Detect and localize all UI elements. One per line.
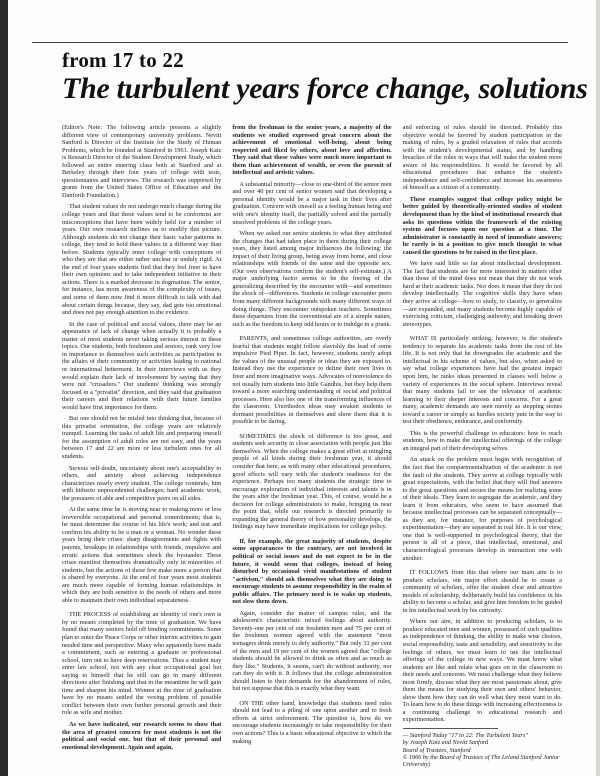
credit-line: © 1966 by the Board of Trustees of The Leland Stanford Junior University) <box>402 753 560 769</box>
paragraph: But one should not be misled into thinking that, because of this privatist orientation, the college years are relatively tranquil. Learning the tasks of adult life and preparing oneself for the assumption of adult roles are not easy, and the years between 17 and 22 are more or less turbulent ones for all students. <box>62 415 222 460</box>
paragraph: A substantial minority—close to one-third of the senior men and over 40 per cent of senior women said that developing a personal identity would be a major task in their lives after graduation. Concern with oneself as a feeling human being and with one's identity itself, the partially solved and the partially unsolved problems of the college years. <box>232 180 392 226</box>
paragraph: THE PROCESS of establishing an identity of one's own is by no means completed by the time of graduation. We have found that many seniors hold off binding commitments. Some plan to enter the Peace Corps or other interim activities to gain needed time and perspective. Many who apparently have made a commitment, such as entering a graduate or professional school, turn out to have deep reservations. Thus a student may enter law school, not with any clear occupational goal but saying to himself that he still can go in many different directions after finishing and that in the meantime he will gain time and sharpen his mind. Women at the time of graduation have by no means settled the vexing problem of possible conflict between their own further personal growth and their role as wife and mother. <box>62 611 222 717</box>
paragraph-bold: If, for example, the great majority of students, despite some appearances to the contrary, are not involved in political or social issues and do not expect to be in the future, it would seem that colleges, instead of being disturbed by occasional vivid manifestations of student "activism," should ask themselves what they are doing to encourage students to assume responsibility in the realm of public affairs. The primary need is to wake up students, not slow them down. <box>232 537 392 606</box>
column-2 <box>232 124 391 760</box>
paragraph-bold: from the freshman to the senior years, a majority of the students we studied expressed great concern about the achievement of emotional well-being, about being respected and liked by others, about love and affection. They said that these values were much more important to them than achievement of wealth, or even the pursuit of intellectual and artistic values. <box>232 124 392 177</box>
scan-right-edge <box>596 0 600 776</box>
article-body <box>62 124 562 769</box>
paragraph: ON THE other hand, knowledge that students need rules should not lead to a piling of one upon another and to fresh efforts at strict enforcement. The question is, how do we encourage students increasingly to take responsibility for their own actions? This is a basic educational objective to which the making <box>232 699 392 745</box>
paragraph-bold: As we have indicated, our research seems to show that the area of greatest concern for most students is not the political and social one, but that of their personal and emotional development. Again and again, <box>62 721 222 751</box>
paragraph: WHAT IS particularly striking, however, is the student's tendency to separate his academic tasks from the rest of his life. It is not only that he downgrades the academic and the intellectual in his scheme of values, but also, when asked to say what college experiences have had the greatest impact upon him, he ranks ideas presented in classes well below a variety of experiences in the social sphere. Interviews reveal that many students fail to see the relevance of academic learning to their deeper interests and concerns. For a great many, academic demands are seen merely as stepping stones toward a career or simply as hurdles society puts in the way to test their obedience, endurance, and conformity. <box>402 335 562 426</box>
credit-line: — Stanford Today "17 to 22: The Turbulent Years" <box>402 732 528 740</box>
paragraph: Serious self-doubt, uncertainty about one's acceptability to others, and anxiety about achieving independence characterizes nearly every student. The college contends, him with hitherto unprecedented challenges; hard academic work, the pressures of able and competitive peers on all sides. <box>62 464 222 502</box>
header-rule <box>32 42 568 43</box>
paragraph: IT FOLLOWS from this that where our main aim is to produce scholars, our major effort should be to create a community of scholars, offer the student clear and attractive models of scholarship, deliberately build his confidence in his ability to become a scholar, and give him freedom to be guided in his intellectual work by his curiosity. <box>402 569 562 614</box>
paragraph: Again, consider the matter of campus rules, and the adolescent's characteristic mixed feelings about authority. Seventy-one per cent of our freshmen men and 75 per cent of the freshmen women agreed with the statement "most teenagers drink merely to defy authority." But only 31 per cent of the men and 19 per cent of the women agreed that "college students should be allowed to drink as often and as much as they like." Students, it seems, can't do without authority, nor can they do with it. It follows that the college administration should listen to their demands for the abandonment of rules, but not suppose that this is exactly what they want. <box>232 609 392 693</box>
credit-line: Board of Trustees, Stanford <box>402 746 471 754</box>
article-credit <box>403 728 562 768</box>
paragraph: When we asked our senior students to what they attributed the changes that had taken place in them during their college years, they listed among major influences the following: the impact of their living group, being away from home, and close relationships with friends of the same and the opposite sex. (Our own observations confirm the student's self-estimate.) A major underlying factor seems to be the freeing of the generalizing described by the encounter with—and sometimes the shock of—differences. Students in college encounter peers from many different backgrounds with many different ways of doing things. They encounter outspoken teachers. Sometimes these departures from the conventional are of a simple nature, such as the freedom to keep odd hours or to indulge in a prank. <box>232 230 392 328</box>
paragraph: PARENTS, and sometimes college authorities, are overly fearful that students might follow slavishly the lead of some impulsive Pied Piper. In fact, however, students rarely adopt the values of the unusual people or ideas they are exposed to. Instead they use the experience to define their own lives in freer and more imaginative ways. Advocates of nonviolence do not usually turn students into little Gandhis, but they help them toward a more searching understanding of social and political processes. Here also lies one of the transforming influences of the classroom. Unorthodox ideas may awaken students to dormant possibilities in themselves and show them that it is possible to be daring. <box>232 335 392 426</box>
paragraph: and enforcing of rules should be directed. Probably this objective would be favored by student participation in the making of rules, by a graded relaxation of rules that accords with the student's developmental status, and by handling breaches of the rules in ways that will make the student more aware of his responsibilities. It would be favored by all educational procedures that enhance the student's independence and self-confidence and increase his awareness of himself as a citizen of a community. <box>402 124 562 192</box>
credit-divider <box>403 728 499 729</box>
credit-line: by Joseph Katz and Nevitt Sanford <box>402 739 489 747</box>
column-1 <box>62 124 221 760</box>
paragraph: An attack on the problem must begin with recognition of the fact that the compartmentalization of the academic is not the fault of the students. They arrive at college typically with great expectations, with the belief that they will find answers to the great questions and secure the means for realizing some of their ideals. They learn to segregate the academic, and they learn it from educators, who seem to have assumed that because intellectual processes can be separated conceptually—as they are, for instance, for purposes of psychological experimentation—they are separated in real life. It is our view, one that is well-supported in psychological theory, that the person is all of a piece, that intellectual, emotional, and characterological processes develop in interaction one with another. <box>402 456 562 562</box>
article-headline: The turbulent years force change, solutions <box>62 72 588 105</box>
paragraph: In the case of political and social values, there may be an appearance of lack of change when actually it is probably a matter of most students never taking serious interest in these topics. Our students, both freshmen and seniors, rank very low in importance to themselves such activities as participation in the affairs of their community or activities leading to national or international betterment. In their interviews with us they would explain their lack of involvement by saying that they were not "crusaders." Our students' thinking was strongly focused in a "privatist" direction, and they said that graduation their careers and their relations with their future families would have first importance for them. <box>62 320 222 411</box>
paragraph: That student values do not undergo much change during the college years and that these values tend to be conformist are misconceptions that have been widely held for a number of years. Our own research inclines us to modify this picture. Although students do not change their basic value patterns in college, they tend to hold these values in a different way than before. Students typically enter college with conceptions of who they are that are either rather unclear or unduly rigid. At the end of four years students find that they feel freer to have their own opinions and to take independent initiative in their actions. There is a marked decrease in dogmatism. The senior, for instance, has more awareness of the complexity of issues, and some of them now find it more difficult to talk with dad about certain things because, they say, dad gets too emotional and does not pay enough attention to the evidence. <box>62 203 222 317</box>
editors-note: (Editor's Note: The following article presents a slightly different view of contemporary university problems. Nevitt Sanford is Director of the Institute for the Study of Human Problems, which he founded at Stanford in 1961. Joseph Katz is Research Director of the Student Development Study, which followed an entire entering class both at Stanford and at Berkeley through their four years of college with tests, questionnaires and interviews. The research was supported by grants from the United States Office of Education and the Danforth Foundation.) <box>62 124 222 199</box>
scan-binding-edge <box>0 0 8 776</box>
article-kicker: from 17 to 22 <box>62 48 184 72</box>
paragraph-bold: These examples suggest that college policy might be better guided by theoretically-oriented studies of student development than by the kind of institutional research that asks its questions within the framework of the existing system and focuses upon one question at a time. The administrator is constantly in need of immediate answers; he rarely is in a position to give much thought to what caused the questions to be raised in the first place. <box>402 195 562 256</box>
paragraph: SOMETIMES the shock of difference is too great, and students seek security in close association with people just like themselves. When the college makes a great effort at mingling people of all kinds during their freshman year, it should consider that here, as with many other educational procedures, good effects will vary with the student's readiness for the experience. Perhaps too many students the strategic time to encourage exploration of individual interests and talents is in the years after the freshman year. This, of course, would be a decision for college administrators to make, bringing us near the point that, while our research is directed primarily to expanding the general theory of how personality develops, the findings may have immediate implications for college policy. <box>232 432 392 531</box>
paragraph: Where our aim, in addition to producing scholars, is to produce educated men and women, possessed of such qualities as independence of thinking, the ability to make wise choices, social responsibility, taste and sensibility, and sensitivity to the feelings of others, we must learn to use the intellectual offerings of the college in new ways. We must know what students are like and relate what goes on in the classroom to their needs and concerns. We must challenge what they believe most firmly, discuss what they are most passionate about, give them the means for studying their own and others' behavior, show them how they can do well what they most want to do. To learn how to do these things with increasing effectiveness is a continuing challenge to educational research and experimentation. <box>402 618 562 724</box>
paragraph: This is the powerful challenge to educators: how to reach students, how to make the intellectual offerings of the college an integral part of their developing selves. <box>402 429 562 452</box>
paragraph: At the same time he is moving near to making more or less irreversible occupational and personal commitments; that is, he must determine the course of his life's work; and test and confirm his ability to be a man or a woman. No wonder these years bring their crises: sharp disagreements and fights with parents, breakups in relationships with friends, impulsive and erratic actions that sometimes shock the bystander. These crises manifest themselves dramatically only in minorities of students, but the actions of these few make more a person that is shared by everyone. At the end of four years most students are much more capable of forming human relationships in which they are both sensitive to the needs of others and more able to maintain their own individual separateness. <box>62 506 222 604</box>
paragraph: We have said little so far about intellectual development. The fact that students are far more interested in matters other than those of the mind does not mean that they do not work hard at their academic tasks. Nor does it mean that they do not develop intellectually. The cognitive skills they have when they arrive at college—how to study, to classify, to generalize—are expanded, and many students become highly capable of exercising criticism, challenging authority, and breaking down stereotypes. <box>402 260 562 328</box>
column-3 <box>402 124 562 769</box>
